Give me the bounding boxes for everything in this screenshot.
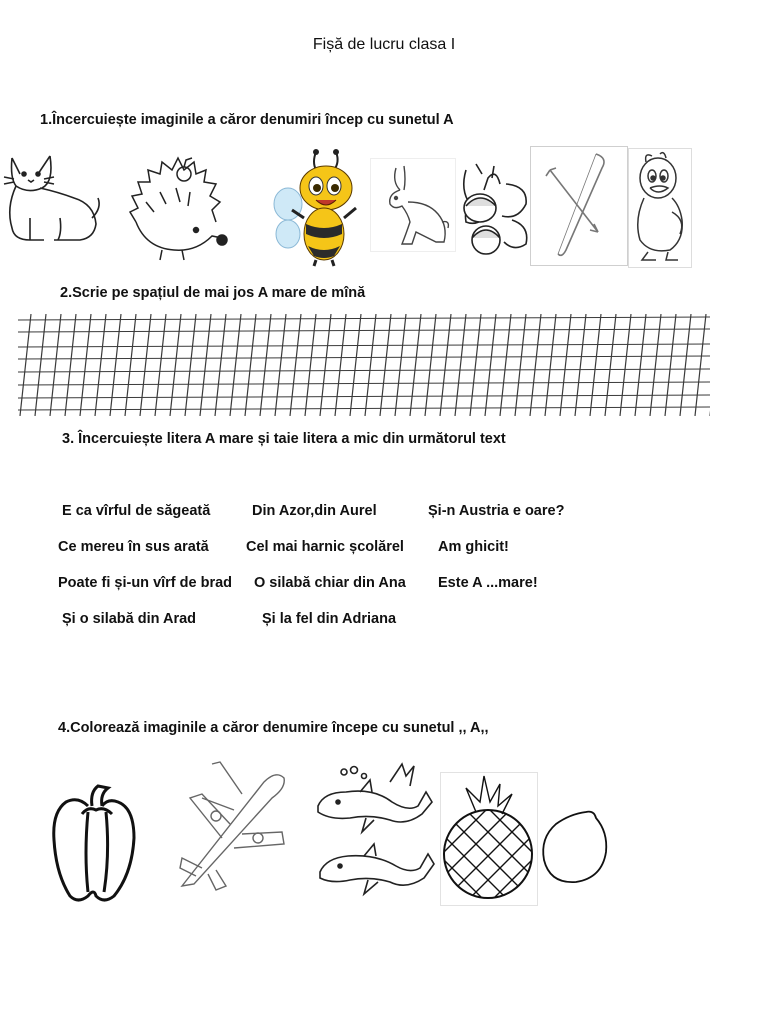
exercise-1-images [0,140,768,270]
poem-line: Din Azor,din Aurel [252,503,377,519]
poem-line: Ce mereu în sus arată [58,539,209,555]
pineapple-image[interactable] [442,774,534,902]
poem-line: Am ghicit! [438,539,509,555]
poem-line: Și-n Austria e oare? [428,503,565,519]
exercise-4-images [0,756,768,916]
bee-image[interactable] [272,148,368,268]
poem-line: O silabă chiar din Ana [254,575,406,591]
bow-and-arrow-image[interactable] [536,150,624,260]
exercise-3-instruction: 3. Încercuiește litera A mare și taie litera a mic din următorul text [62,431,506,447]
duckling-image[interactable] [630,150,688,264]
dolphins-image[interactable] [310,762,438,902]
page-title: Fișă de lucru clasa I [312,36,456,53]
airplane-image[interactable] [172,758,292,890]
pepper-image[interactable] [48,784,138,906]
exercise-2-instruction: 2.Scrie pe spațiul de mai jos A mare de mînă [60,285,366,301]
poem-line: Cel mai harnic școlărel [246,539,404,555]
poem-line: Și la fel din Adriana [262,611,397,627]
lemon-image[interactable] [540,808,610,886]
poem-line: E ca vîrful de săgeată [62,503,211,519]
handwriting-practice-lines[interactable] [18,314,710,416]
poem-line: Este A ...mare! [438,575,538,591]
exercise-1-instruction: 1.Încercuiește imaginile a căror denumiri încep cu sunetul A [40,112,454,128]
cat-image[interactable] [0,148,104,246]
exercise-4-instruction: 4.Colorează imaginile a căror denumire începe cu sunetul ,, A,, [58,720,489,736]
poem-line: Și o silabă din Arad [62,611,197,627]
poem-line: Poate fi și-un vîrf de brad [58,575,233,591]
rabbit-image[interactable] [372,162,452,248]
hedgehog-image[interactable] [126,152,226,262]
acorns-image[interactable] [456,160,532,260]
